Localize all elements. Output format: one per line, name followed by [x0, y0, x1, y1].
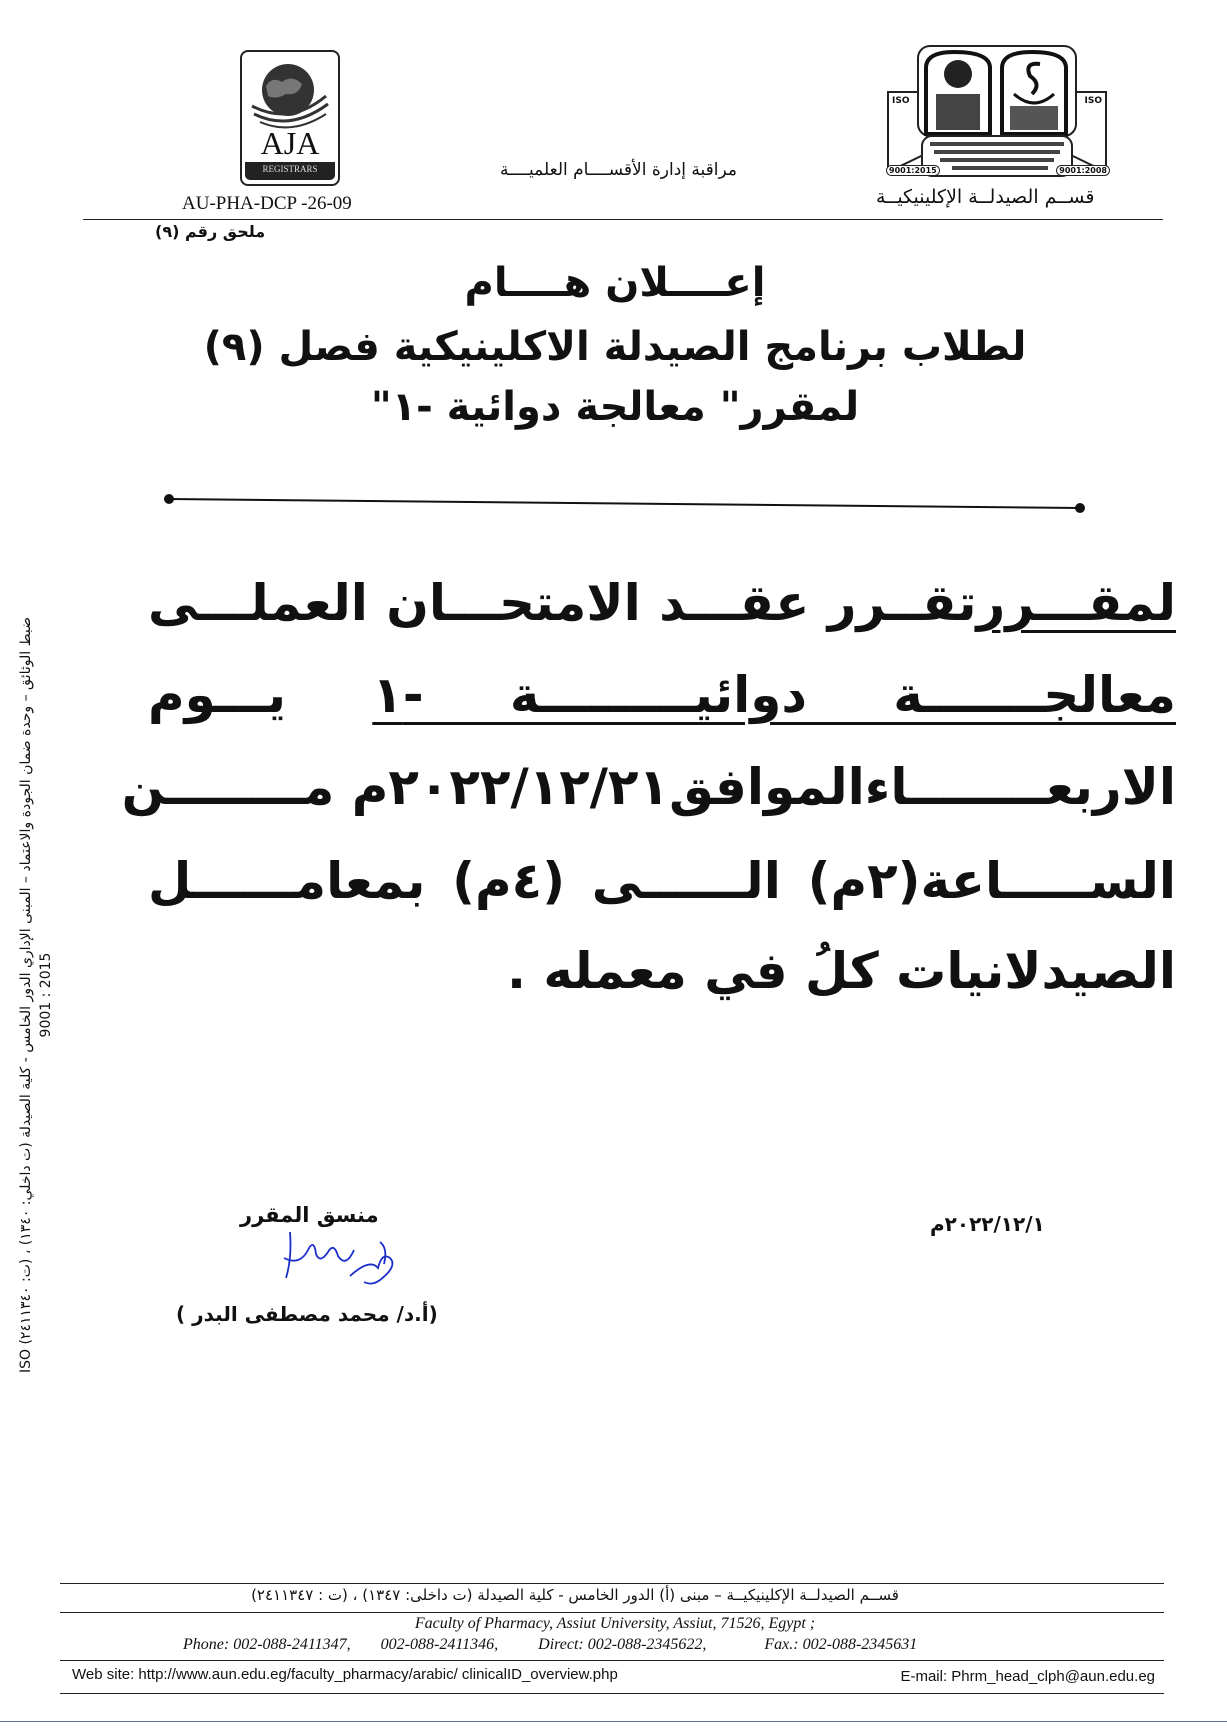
- phone-1: Phone: 002-088-2411347,: [183, 1636, 351, 1653]
- sidebar-iso: 9001 : 2015: [38, 952, 54, 1038]
- course-underlined: لمقـــرر: [976, 574, 1176, 632]
- footer-phone: [183, 1636, 917, 1654]
- body-line-5: الصيدلانيات كلُ في معمله .: [507, 942, 1176, 1000]
- announcement-subtitle: لطلاب برنامج الصيدلة الاكلينيكية فصل (٩): [203, 324, 1027, 370]
- coordinator-role: منسق المقرر: [240, 1203, 379, 1227]
- footer-arabic-address: قســم الصيدلــة الإكلينيكيــة – مبنى (أ) الدور الخامس - كلية الصيدلة (ت داخلى: ١٣٤٧) ، (ت : ٢٤١١٣٤٧): [251, 1586, 899, 1604]
- document-code: AU-PHA-DCP -26-09: [182, 193, 352, 214]
- document-date: ٢٠٢٢/١٢/١م: [930, 1212, 1045, 1236]
- fax-number: Fax.: 002-088-2345631: [764, 1636, 918, 1653]
- department-name: قســم الصيدلــة الإكلينيكيــة: [876, 186, 1095, 208]
- iso-label-right: ISO: [1084, 96, 1102, 106]
- body-text: تقــرر عقـــد الامتحـــان العملـــى: [148, 574, 977, 632]
- body-line-2: [148, 660, 1176, 730]
- phone-2: 002-088-2411346,: [380, 1636, 499, 1653]
- header-divider: [83, 219, 1163, 220]
- footer-line-3: [60, 1660, 1164, 1661]
- coordinator-name: (أ.د/ محمد مصطفى البدر ): [176, 1302, 438, 1326]
- decorative-divider: [160, 494, 1090, 514]
- annex-label: ملحق رقم (٩): [155, 222, 266, 241]
- announcement-course: لمقرر" معالجة دوائية -١": [370, 384, 860, 430]
- body-line-4: الســـــاعة(٢م) الــــــى (٤م) بمعامــــــل: [148, 852, 1176, 910]
- body-line-3: الاربعــــــــاءالموافق٢٠٢٢/١٢/٢١م مــــــــن: [121, 758, 1176, 816]
- announcement-title: إعــــلان هــــام: [464, 260, 766, 306]
- globe-icon: [242, 56, 338, 136]
- faculty-iso-logo: [882, 44, 1112, 180]
- iso-standard-left: 9001:2015: [886, 165, 940, 176]
- sidebar-text: ضبط الوثائق – وحدة ضمان الجودة والاعتماد – المبنى الإداري الدور الخامس - كلية الصيدلة (ت داخلي: ١٣٤٠) ، (ت: ٢٤١١٣٤٠) ISO: [18, 616, 34, 1374]
- direct-phone: Direct: 002-088-2345622,: [538, 1636, 707, 1653]
- scan-edge-line: [0, 1721, 1227, 1722]
- document-control-sidebar: [14, 570, 58, 1420]
- footer-line-4: [60, 1693, 1164, 1694]
- handwritten-signature: [280, 1228, 420, 1288]
- footer-website[interactable]: Web site: http://www.aun.edu.eg/faculty_pharmacy/arabic/ clinicalID_overview.php: [72, 1666, 618, 1683]
- body-text: يـــوم: [148, 666, 373, 724]
- footer-line-2: [60, 1612, 1164, 1613]
- footer-email[interactable]: E-mail: Phrm_head_clph@aun.edu.eg: [900, 1668, 1155, 1685]
- course-name-underlined: معالجـــــــة دوائيـــــــــة -١: [372, 666, 1176, 724]
- center-caption: مراقبة إدارة الأقســــام العلميــــة: [500, 160, 737, 180]
- iso-label-left: ISO: [892, 96, 910, 106]
- aja-logo-text: AJA: [260, 125, 320, 161]
- aja-registrars-logo: [240, 50, 340, 186]
- footer-line-1: [60, 1583, 1164, 1584]
- body-line-1: [148, 568, 1176, 638]
- footer-faculty: Faculty of Pharmacy, Assiut University, Assiut, 71526, Egypt ;: [414, 1615, 816, 1632]
- iso-standard-right: 9001:2008: [1056, 165, 1110, 176]
- aja-logo-subtext: REGISTRARS: [245, 162, 335, 180]
